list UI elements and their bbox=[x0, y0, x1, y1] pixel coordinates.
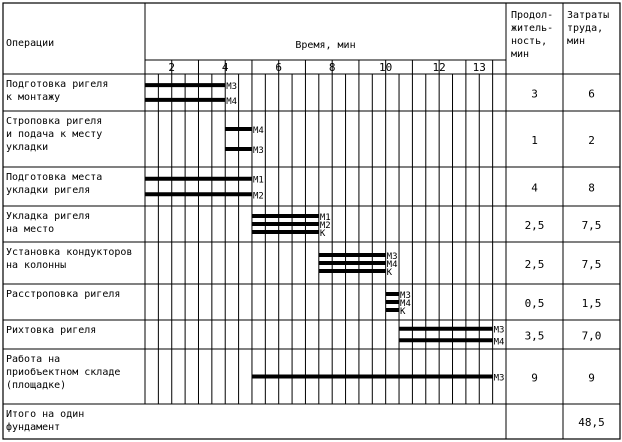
operation-name: приобъектном складе bbox=[6, 367, 121, 378]
duration-value: 2,5 bbox=[524, 219, 545, 232]
worker-label: М1 bbox=[319, 213, 331, 223]
operation-name: (площадке) bbox=[6, 380, 67, 391]
labor-value: 6 bbox=[588, 87, 595, 101]
operation-name: Установка кондукторов bbox=[6, 247, 133, 258]
worker-label: К bbox=[386, 268, 393, 278]
tick-label: 13 bbox=[472, 61, 486, 74]
operation-name: Строповка ригеля bbox=[6, 116, 103, 127]
worker-label: К bbox=[319, 229, 326, 239]
operation-name: Укладка ригеля bbox=[6, 211, 91, 222]
labor-value: 7,0 bbox=[581, 329, 602, 343]
worker-label: М3 bbox=[493, 373, 505, 384]
total-label: Итого на один bbox=[6, 409, 85, 420]
operation-name: Расстроповка ригеля bbox=[6, 289, 121, 300]
worker-label: М4 bbox=[400, 299, 411, 309]
header-time: Время, мин bbox=[295, 40, 356, 51]
operation-name: Подготовка места bbox=[6, 172, 103, 183]
operation-name: на место bbox=[6, 224, 55, 235]
header-operations: Операции bbox=[6, 38, 55, 49]
tick-label: 8 bbox=[328, 61, 336, 74]
operation-name: Работа на bbox=[6, 354, 61, 365]
operation-name: укладки ригеля bbox=[6, 185, 91, 196]
operation-name: и подача к месту bbox=[6, 129, 103, 140]
worker-label: М3 bbox=[493, 325, 505, 336]
worker-label: М1 bbox=[252, 175, 264, 186]
header-labor: Затраты bbox=[567, 10, 610, 21]
duration-value: 1 bbox=[531, 134, 538, 147]
tick-label: 6 bbox=[275, 61, 283, 74]
header-duration: житель- bbox=[511, 23, 554, 34]
tick-label: 12 bbox=[432, 61, 446, 74]
worker-label: М2 bbox=[252, 191, 264, 202]
worker-label: М3 bbox=[386, 252, 398, 262]
labor-value: 7,5 bbox=[581, 219, 602, 232]
header-labor: труда, bbox=[567, 23, 604, 34]
total-label: фундамент bbox=[6, 422, 61, 433]
operation-name: к монтажу bbox=[6, 92, 61, 103]
worker-label: М3 bbox=[400, 291, 411, 301]
duration-value: 9 bbox=[531, 371, 538, 385]
worker-label: М3 bbox=[226, 82, 238, 93]
worker-label: М4 bbox=[386, 260, 398, 270]
labor-value: 7,5 bbox=[581, 258, 602, 271]
tick-label: 4 bbox=[221, 61, 229, 74]
operation-name: на колонны bbox=[6, 260, 67, 271]
worker-label: М4 bbox=[252, 126, 264, 136]
header-duration: ность, bbox=[511, 36, 548, 47]
total-labor: 48,5 bbox=[578, 416, 605, 429]
worker-label: К bbox=[400, 307, 406, 317]
labor-value: 2 bbox=[588, 134, 595, 147]
labor-value: 1,5 bbox=[581, 297, 602, 310]
labor-value: 9 bbox=[588, 371, 595, 385]
duration-value: 2,5 bbox=[524, 258, 545, 271]
labor-value: 8 bbox=[588, 181, 595, 195]
duration-value: 0,5 bbox=[524, 297, 545, 310]
tick-label: 2 bbox=[168, 61, 176, 74]
duration-value: 4 bbox=[531, 181, 538, 195]
header-duration: мин bbox=[511, 49, 530, 60]
operation-name: Подготовка ригеля bbox=[6, 79, 109, 90]
tick-label: 10 bbox=[379, 61, 393, 74]
duration-value: 3 bbox=[531, 87, 538, 101]
operation-name: Рихтовка ригеля bbox=[6, 325, 97, 336]
worker-label: М4 bbox=[493, 337, 505, 348]
header-duration: Продол- bbox=[511, 10, 554, 21]
worker-label: М4 bbox=[226, 96, 238, 107]
operation-name: укладки bbox=[6, 142, 49, 153]
worker-label: М2 bbox=[319, 221, 331, 231]
worker-label: М3 bbox=[252, 146, 264, 156]
duration-value: 3,5 bbox=[524, 329, 545, 343]
header-labor: мин bbox=[567, 36, 586, 47]
